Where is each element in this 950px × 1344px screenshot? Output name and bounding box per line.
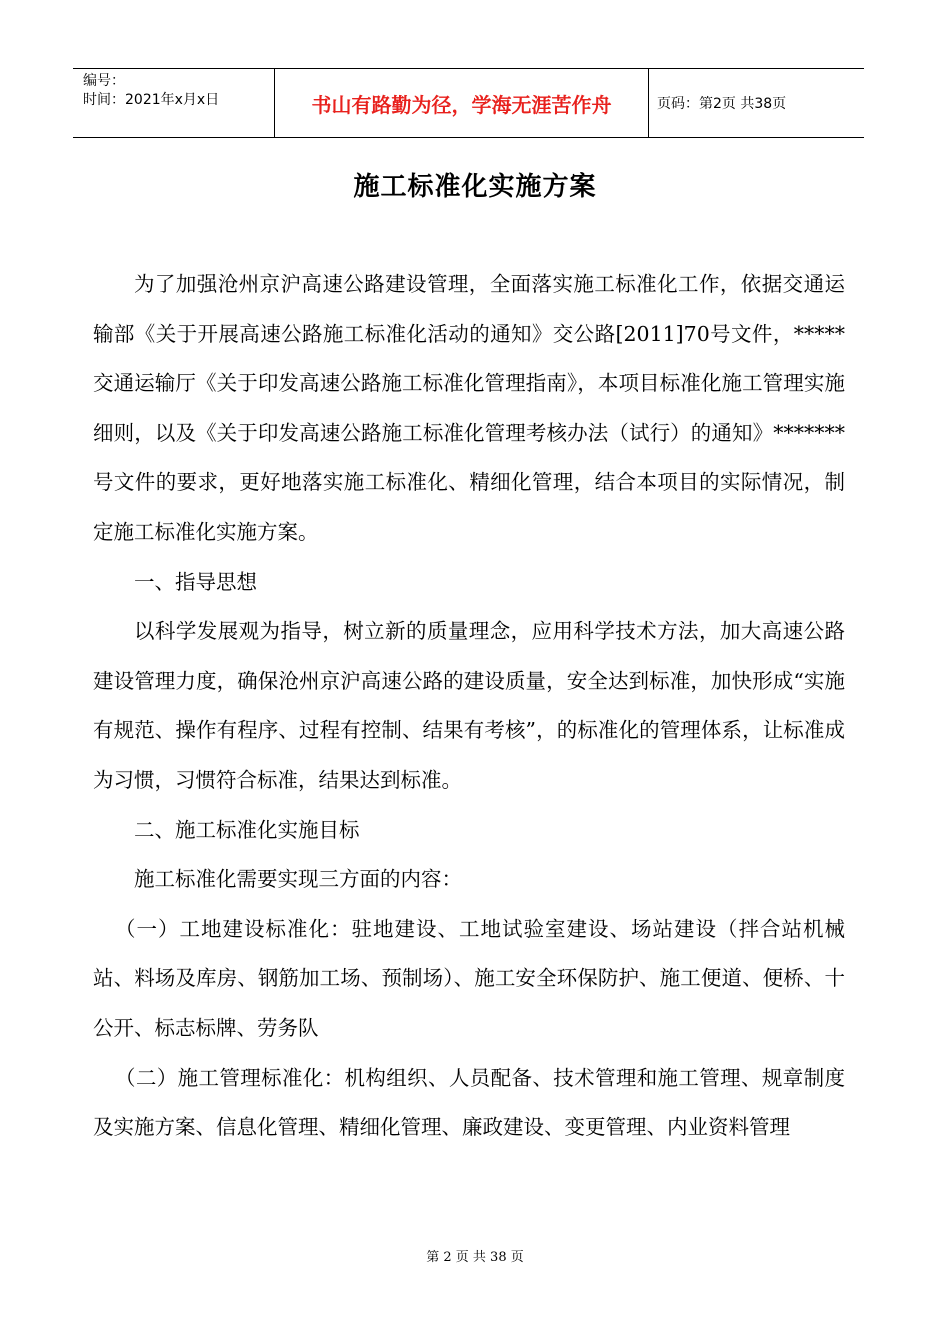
paragraph-goals-intro: 施工标准化需要实现三方面的内容： xyxy=(134,867,462,892)
page-footer: 第 2 页 共 38 页 xyxy=(426,1250,524,1265)
document-number-label: 编号： xyxy=(83,73,125,89)
section-heading-2: 二、施工标准化实施目标 xyxy=(134,817,360,842)
header-motto: 书山有路勤为径，学海无涯苦作舟 xyxy=(275,69,649,137)
section-heading-1: 一、指导思想 xyxy=(134,569,257,594)
document-title: 施工标准化实施方案 xyxy=(353,172,597,202)
document-body xyxy=(93,260,845,1153)
document-time-label: 时间：2021年x月x日 xyxy=(83,92,220,108)
paragraph-management-standardization: （二）施工管理标准化：机构组织、人员配备、技术管理和施工管理、规章制度及实施方案、信息化管理、精细化管理、廉政建设、变更管理、内业资料管理 xyxy=(93,1065,845,1140)
paragraph-intro: 为了加强沧州京沪高速公路建设管理，全面落实施工标准化工作，依据交通运输部《关于开展高速公路施工标准化活动的通知》交公路[2011]70号文件，*****交通运输厅《关于印发高速公路施工标准化管理指南》，本项目标准化施工管理实施细则，以及《关于印发高速公路施工标准化管理考核办法（试行）的通知》*******号文件的要求，更好地落实施工标准化、精细化管理，结合本项目的实际情况，制定施工标准化实施方案。 xyxy=(93,272,845,544)
page-header xyxy=(73,68,864,138)
paragraph-guiding-ideology: 以科学发展观为指导，树立新的质量理念，应用科学技术方法，加大高速公路建设管理力度，确保沧州京沪高速公路的建设质量，安全达到标准，加快形成“实施有规范、操作有程序、过程有控制、结果有考核”，的标准化的管理体系，让标准成为习惯，习惯符合标准，结果达到标准。 xyxy=(93,619,845,792)
header-page-info: 页码：第2页 共38页 xyxy=(657,96,787,112)
header-meta xyxy=(73,69,275,137)
paragraph-site-standardization: （一）工地建设标准化：驻地建设、工地试验室建设、场站建设（拌合站机械站、料场及库房、钢筋加工场、预制场）、施工安全环保防护、施工便道、便桥、十公开、标志标牌、劳务队 xyxy=(93,916,845,1040)
